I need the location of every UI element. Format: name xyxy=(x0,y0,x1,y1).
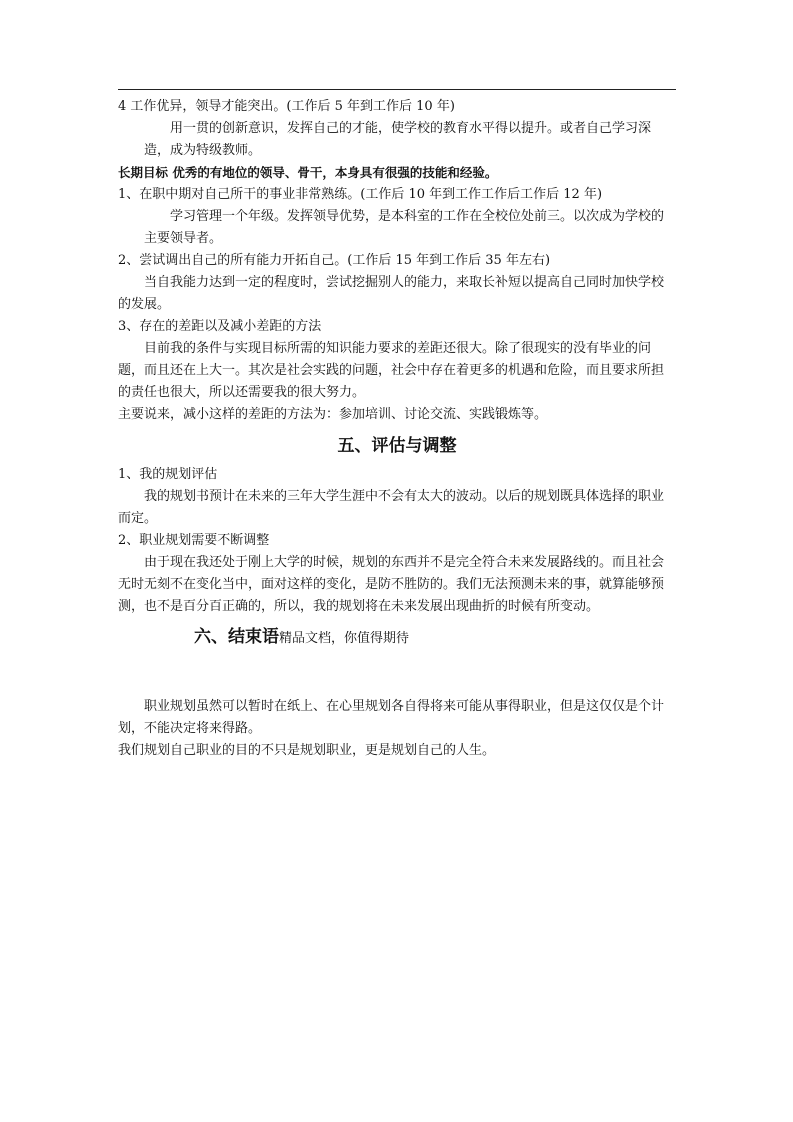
section-6-title: 六、结束语 xyxy=(194,627,279,647)
adjustment-detail: 由于现在我还处于刚上大学的时候，规划的东西并不是完全符合未来发展路线的。而且社会无时无刻不在变化当中，面对这样的变化，是防不胜防的。我们无法预测未来的事，就算能够预测，也不是百分百正确的，所以，我的规划将在未来发展出现曲折的时候有所变动。 xyxy=(118,555,665,614)
goal-item-4-detail: 用一贯的创新意识，发挥自己的才能，使学校的教育水平得以提升。或者自己学习深造，成为特级教师。 xyxy=(144,121,652,158)
long-term-item-1: 1、在职中期对自己所干的事业非常熟练。(工作后 10 年到工作工作后工作后 12 年) xyxy=(118,187,603,202)
adjustment-heading: 2、职业规划需要不断调整 xyxy=(118,533,270,548)
header-rule xyxy=(118,89,676,90)
gap-heading: 3、存在的差距以及减小差距的方法 xyxy=(118,319,322,334)
long-term-item-2-detail: 当自我能力达到一定的程度时，尝试挖掘别人的能力，来取长补短以提高自己同时加快学校的发展。 xyxy=(118,275,665,312)
evaluation-heading: 1、我的规划评估 xyxy=(118,467,218,482)
gap-methods: 主要说来，减小这样的差距的方法为：参加培训、讨论交流、实践锻炼等。 xyxy=(118,407,548,422)
section-6-heading-row xyxy=(118,622,676,654)
long-term-item-1-detail: 学习管理一个年级。发挥领导优势，是本科室的工作在全校位处前三。以次成为学校的主要领导者。 xyxy=(144,209,665,246)
closing-paragraph-2: 我们规划自己职业的目的不只是规划职业，更是规划自己的人生。 xyxy=(118,743,496,758)
closing-paragraph-1: 职业规划虽然可以暂时在纸上、在心里规划各自得将来可能从事得职业，但是这仅仅是个计划，不能决定将来得路。 xyxy=(118,699,665,736)
evaluation-detail: 我的规划书预计在未来的三年大学生涯中不会有太大的波动。以后的规划既具体选择的职业而定。 xyxy=(118,489,665,526)
document-body xyxy=(118,96,676,762)
section-5-title: 五、评估与调整 xyxy=(337,436,457,456)
gap-detail: 目前我的条件与实现目标所需的知识能力要求的差距还很大。除了很现实的没有毕业的问题，而且还在上大一。其次是社会实践的问题，社会中存在着更多的机遇和危险，而且要求所担的责任也很大，所以还需要我的很大努力。 xyxy=(118,341,665,400)
long-term-item-2: 2、尝试调出自己的所有能力开拓自己。(工作后 15 年到工作后 35 年左右) xyxy=(118,253,551,268)
goal-item-4: 4 工作优异，领导才能突出。(工作后 5 年到工作后 10 年) xyxy=(118,99,455,114)
section-6-note: 精品文档，你值得期待 xyxy=(279,631,410,646)
long-term-goal-heading: 长期目标 优秀的有地位的领导、骨干，本身具有很强的技能和经验。 xyxy=(118,165,498,180)
blank-spacer xyxy=(118,654,676,696)
